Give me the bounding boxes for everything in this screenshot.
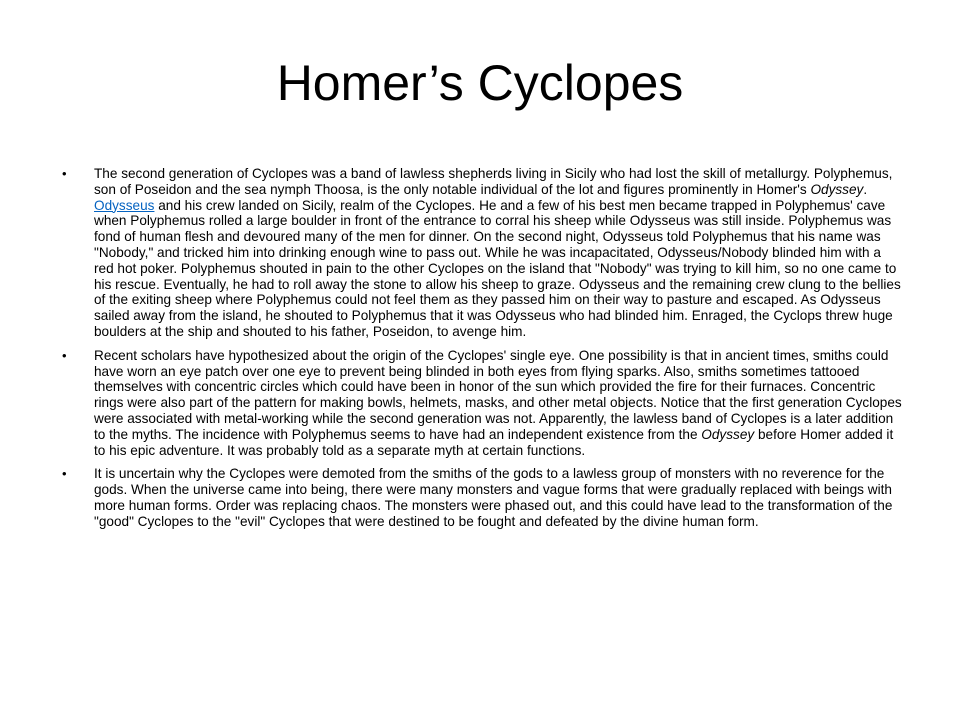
bullet-text: The second generation of Cyclopes was a band of lawless shepherds living in Sicily who had lost the skill of metallurgy. Polyphemus, son of Poseidon and the sea nymph Thoosa, is the only notable individual of the lot and figures prominently in Homer's (94, 166, 893, 197)
bullet-icon: • (62, 466, 67, 482)
odysseus-link[interactable]: Odysseus (94, 197, 155, 213)
bullet-icon: • (62, 166, 67, 181)
slide-title: Homer’s Cyclopes (276, 55, 684, 111)
bullet-text: It is uncertain why the Cyclopes were demoted from the smiths of the gods to a lawless group of monsters with no reverence for the gods. When the universe came into being, there were many monsters and vague forms that were gradually replaced with beings with more human forms. Order was replacing chaos. The monsters were phased out, and this could have lead to the transformation of the "good" Cyclopes to the "evil" Cyclopes that were destined to be fought and defeated by the divine human form. (94, 466, 893, 529)
bullet-item-demotion (62, 466, 902, 529)
bullet-icon: • (62, 347, 67, 363)
bullet-text: and his crew landed on Sicily, realm of the Cyclopes. He and a few of his best men became trapped in Polyphemus' cave when Polyphemus rolled a large boulder in front of the entrance to corral his sheep while Odysseus was still inside. Polyphemus was fond of human flesh and devoured many of the men for dinner. On the second night, Odysseus told Polyphemus that his name was "Nobody," and tricked him into drinking enough wine to pass out. While he was incapacitated, Odysseus/Nobody blinded him with a red hot poker. Polyphemus shouted in pain to the other Cyclopes on the island that "Nobody" was trying to kill him, so no one came to his rescue. Eventually, he had to roll away the stone to allow his sheep to graze. Odysseus and the remaining crew clung to the bellies of the exiting sheep where Polyphemus could not feel them as they passed him on their way to pasture and escaped. As Odysseus sailed away from the island, he shouted to Polyphemus that it was Odysseus who had blinded him. Enraged, the Cyclops threw huge boulders at the ship and shouted to his father, Poseidon, to avenge him. (94, 197, 901, 339)
bullet-text: before Homer added it to his epic adventure. It was probably told as a separate myth at certain functions. (94, 426, 894, 458)
bullet-item-single-eye (62, 348, 902, 459)
bullet-text: . (863, 181, 868, 197)
bullet-list (62, 166, 902, 538)
odyssey-title: Odyssey (701, 426, 755, 442)
bullet-text: Recent scholars have hypothesized about the origin of the Cyclopes' single eye. One possibility is that in ancient times, smiths could have worn an eye patch over one eye to prevent being blinded in both eyes from flying sparks. Also, smiths sometimes tattooed themselves with concentric circles which could have been in honor of the sun which provided the fire for their furnaces. Concentric rings were also part of the pattern for making bowls, helmets, masks, and other metal objects. Notice that the first generation Cyclopes were associated with metal-working while the second generation was not. Apparently, the lawless band of Cyclopes is a later addition to the myths. The incidence with Polyphemus seems to have had an independent existence from the (94, 347, 902, 442)
odyssey-title: Odyssey (810, 181, 864, 197)
bullet-item-polyphemus (62, 166, 902, 340)
